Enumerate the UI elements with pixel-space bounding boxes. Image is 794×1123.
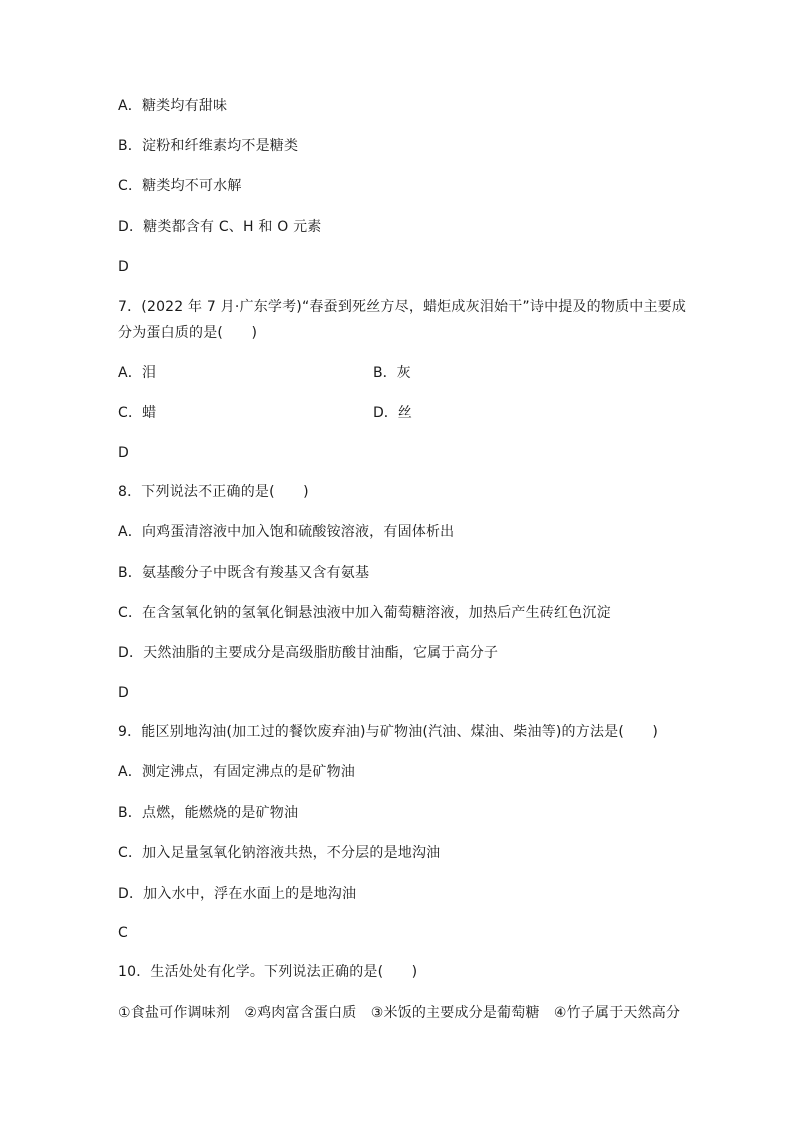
q6-option-c: C．糖类均不可水解: [118, 178, 242, 194]
q8-option-d: D．天然油脂的主要成分是高级脂肪酸甘油酯，它属于高分子: [118, 645, 499, 661]
q9-answer: C: [118, 925, 128, 941]
q7-stem-line1: 7．(2022 年 7 月·广东学考)“春蚕到死丝方尽，蜡炬成灰泪始干”诗中提及的物质中主要成: [118, 299, 687, 315]
q8-option-b: B．氨基酸分子中既含有羧基又含有氨基: [118, 565, 370, 581]
q6-option-a: A．糖类均有甜味: [118, 98, 228, 114]
q8-option-a: A．向鸡蛋清溶液中加入饱和硫酸铵溶液，有固体析出: [118, 524, 455, 540]
q7-option-d: D．丝: [373, 405, 412, 421]
q6-option-d: D．糖类都含有 C、H 和 O 元素: [118, 219, 322, 235]
q7-answer: D: [118, 445, 129, 461]
q7-option-b: B．灰: [373, 365, 411, 381]
q9-stem: 9．能区别地沟油(加工过的餐饮废弃油)与矿物油(汽油、煤油、柴油等)的方法是( ): [118, 724, 659, 740]
q9-option-b: B．点燃，能燃烧的是矿物油: [118, 805, 299, 821]
q6-option-b: B．淀粉和纤维素均不是糖类: [118, 138, 299, 154]
q8-option-c: C．在含氢氧化钠的氢氧化铜悬浊液中加入葡萄糖溶液，加热后产生砖红色沉淀: [118, 605, 611, 621]
q7-option-c: C．蜡: [118, 405, 157, 421]
q8-stem: 8．下列说法不正确的是( ): [118, 484, 309, 500]
q7-stem-line2: 分为蛋白质的是( ): [118, 325, 258, 341]
q9-option-d: D．加入水中，浮在水面上的是地沟油: [118, 886, 357, 902]
q7-option-a: A．泪: [118, 365, 157, 381]
q9-option-c: C．加入足量氢氧化钠溶液共热，不分层的是地沟油: [118, 845, 441, 861]
q10-items: ①食盐可作调味剂 ②鸡肉富含蛋白质 ③米饭的主要成分是葡萄糖 ④竹子属于天然高分: [118, 1005, 681, 1021]
q9-option-a: A．测定沸点，有固定沸点的是矿物油: [118, 764, 355, 780]
q10-stem: 10．生活处处有化学。下列说法正确的是( ): [118, 964, 418, 980]
q8-answer: D: [118, 685, 129, 701]
q6-answer: D: [118, 259, 129, 275]
